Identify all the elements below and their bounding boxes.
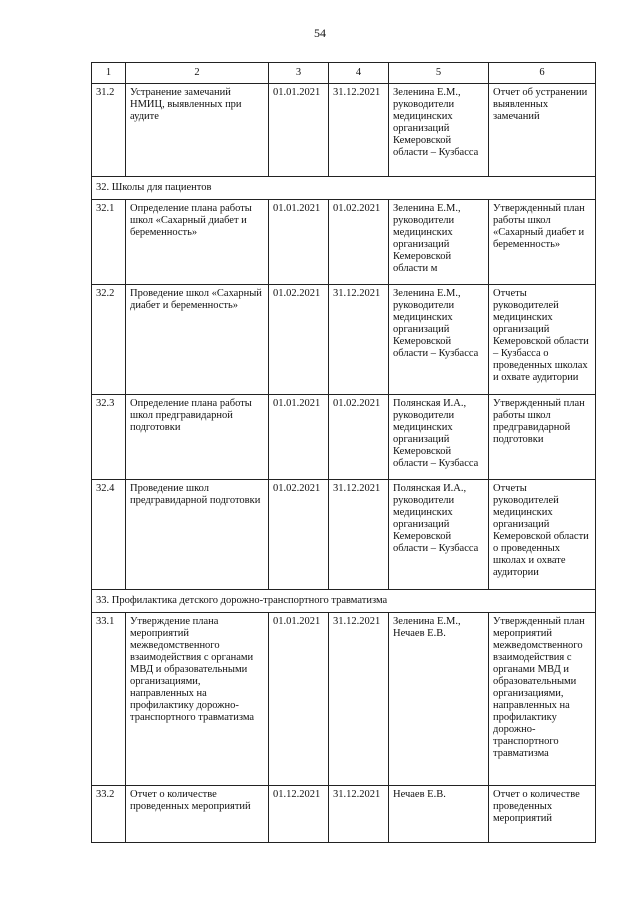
end-date-cell: 01.02.2021: [329, 200, 389, 285]
table-row: [92, 786, 596, 843]
responsible-cell: Нечаев Е.В.: [389, 786, 489, 843]
end-date-cell: 31.12.2021: [329, 285, 389, 395]
task-name-cell: Проведение школ «Сахарный диабет и беременность»: [126, 285, 269, 395]
end-date-cell: 31.12.2021: [329, 84, 389, 177]
start-date-cell: 01.01.2021: [269, 395, 329, 480]
start-date-cell: 01.12.2021: [269, 786, 329, 843]
section-row: [92, 590, 596, 613]
task-name-cell: Определение плана работы школ «Сахарный диабет и беременность»: [126, 200, 269, 285]
table-row: [92, 84, 596, 177]
result-cell: Отчеты руководителей медицинских организаций Кемеровской области о проведенных школах и охвате аудитории: [489, 480, 596, 590]
end-date-cell: 31.12.2021: [329, 613, 389, 786]
item-number-cell: 33.2: [92, 786, 126, 843]
section-row: [92, 177, 596, 200]
column-header: 4: [329, 63, 389, 84]
start-date-cell: 01.01.2021: [269, 613, 329, 786]
responsible-cell: Зеленина Е.М., руководители медицинских организаций Кемеровской области – Кузбасса: [389, 285, 489, 395]
section-title: 32. Школы для пациентов: [92, 177, 596, 200]
table-body: [92, 84, 596, 843]
start-date-cell: 01.01.2021: [269, 200, 329, 285]
table-row: [92, 480, 596, 590]
task-name-cell: Утверждение плана мероприятий межведомственного взаимодействия с органами МВД и образовательными организациями, направленных на профилактику дорожно-транспортного травматизма: [126, 613, 269, 786]
responsible-cell: Полянская И.А., руководители медицинских организаций Кемеровской области – Кузбасса: [389, 395, 489, 480]
item-number-cell: 32.3: [92, 395, 126, 480]
table-row: [92, 285, 596, 395]
responsible-cell: Полянская И.А., руководители медицинских организаций Кемеровской области – Кузбасса: [389, 480, 489, 590]
task-name-cell: Проведение школ предгравидарной подготовки: [126, 480, 269, 590]
item-number-cell: 32.2: [92, 285, 126, 395]
result-cell: Утвержденный план мероприятий межведомственного взаимодействия с органами МВД и образовательными организациями, направленных на профилактику дорожно-транспортного травматизма: [489, 613, 596, 786]
table-row: [92, 395, 596, 480]
column-header: 1: [92, 63, 126, 84]
result-cell: Отчет об устранении выявленных замечаний: [489, 84, 596, 177]
start-date-cell: 01.02.2021: [269, 480, 329, 590]
column-header: 5: [389, 63, 489, 84]
end-date-cell: 31.12.2021: [329, 786, 389, 843]
result-cell: Утвержденный план работы школ предгравидарной подготовки: [489, 395, 596, 480]
start-date-cell: 01.01.2021: [269, 84, 329, 177]
item-number-cell: 31.2: [92, 84, 126, 177]
task-name-cell: Устранение замечаний НМИЦ, выявленных при аудите: [126, 84, 269, 177]
item-number-cell: 32.1: [92, 200, 126, 285]
item-number-cell: 33.1: [92, 613, 126, 786]
table-row: [92, 200, 596, 285]
end-date-cell: 31.12.2021: [329, 480, 389, 590]
column-header: 6: [489, 63, 596, 84]
column-header: 3: [269, 63, 329, 84]
result-cell: Отчеты руководителей медицинских организаций Кемеровской области – Кузбасса о проведенных школах и охвате аудитории: [489, 285, 596, 395]
plan-table: [91, 62, 596, 843]
column-header: 2: [126, 63, 269, 84]
task-name-cell: Отчет о количестве проведенных мероприятий: [126, 786, 269, 843]
task-name-cell: Определение плана работы школ предгравидарной подготовки: [126, 395, 269, 480]
end-date-cell: 01.02.2021: [329, 395, 389, 480]
start-date-cell: 01.02.2021: [269, 285, 329, 395]
table-header-row: [92, 63, 596, 84]
responsible-cell: Зеленина Е.М., руководители медицинских организаций Кемеровской области м: [389, 200, 489, 285]
responsible-cell: Зеленина Е.М., Нечаев Е.В.: [389, 613, 489, 786]
section-title: 33. Профилактика детского дорожно-транспортного травматизма: [92, 590, 596, 613]
page-number: 54: [314, 26, 326, 40]
responsible-cell: Зеленина Е.М., руководители медицинских организаций Кемеровской области – Кузбасса: [389, 84, 489, 177]
table-row: [92, 613, 596, 786]
result-cell: Утвержденный план работы школ «Сахарный диабет и беременность»: [489, 200, 596, 285]
result-cell: Отчет о количестве проведенных мероприятий: [489, 786, 596, 843]
item-number-cell: 32.4: [92, 480, 126, 590]
